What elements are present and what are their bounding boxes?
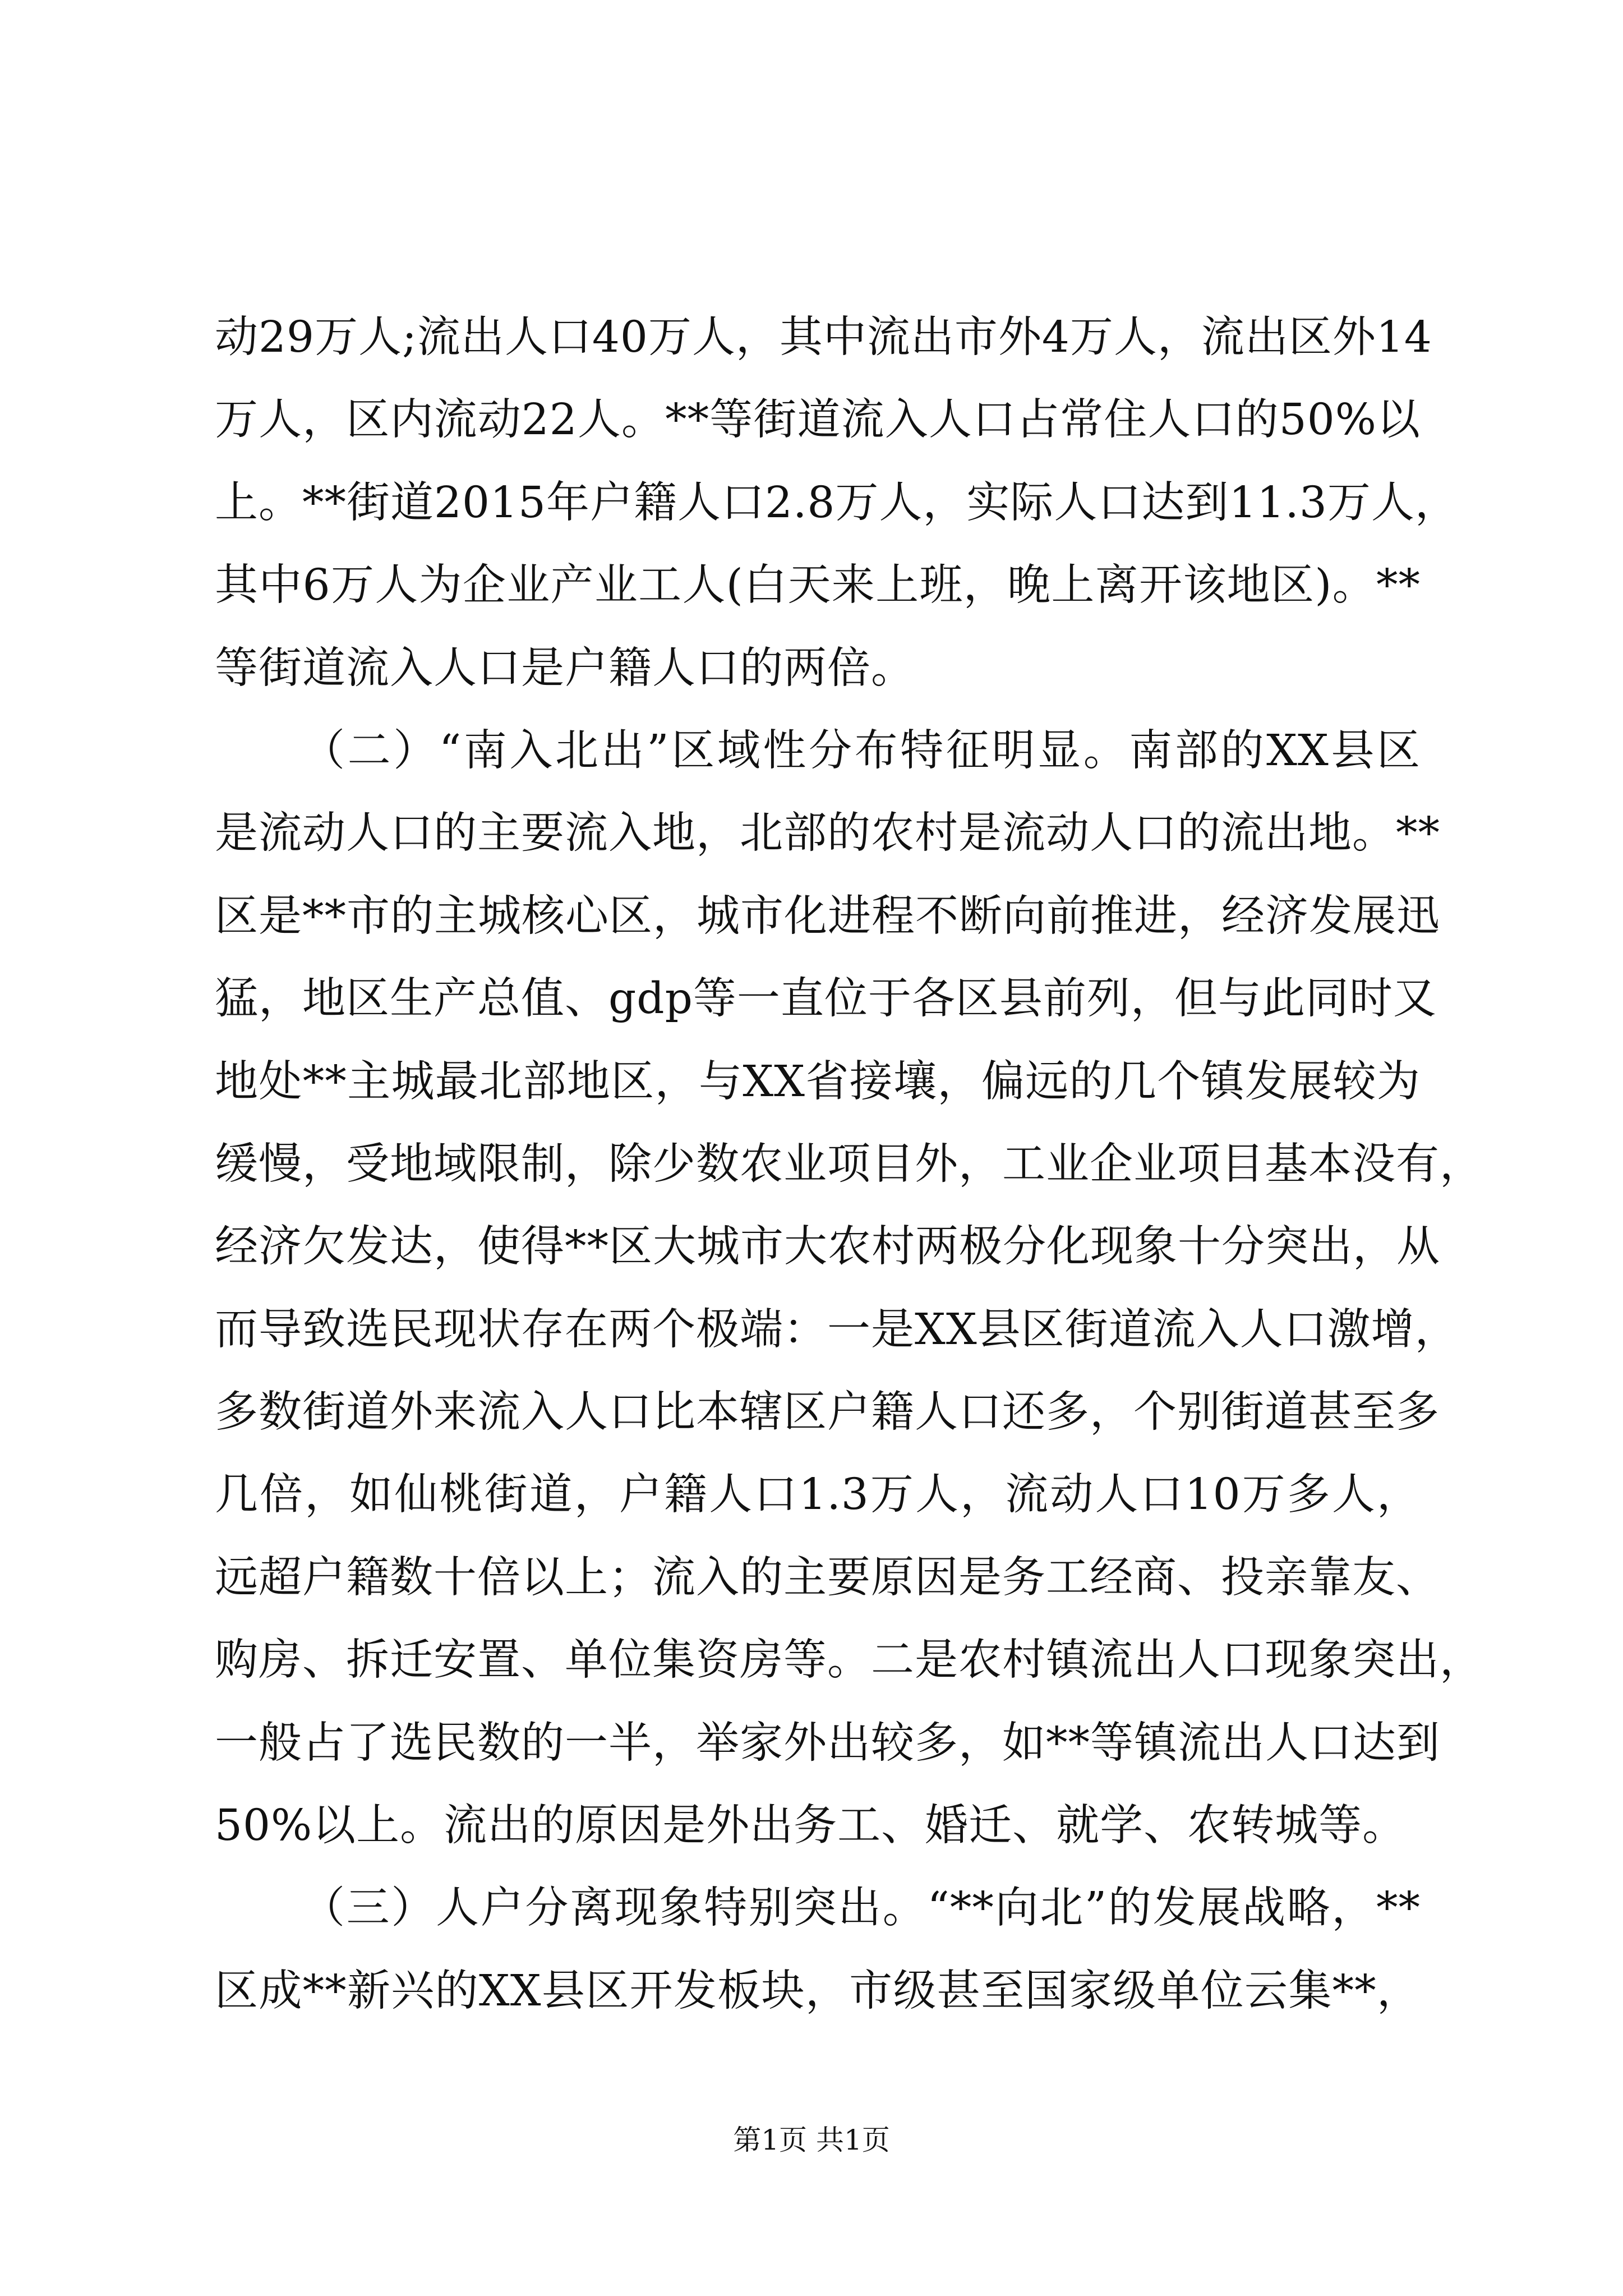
text-line: 远超户籍数十倍以上；流入的主要原因是务工经商、投亲靠友、 xyxy=(215,1552,1440,1603)
text-line: 是流动人口的主要流入地，北部的农村是流动人口的流出地。** xyxy=(215,808,1440,859)
text-line: 缓慢，受地域限制，除少数农业项目外，工业企业项目基本没有， xyxy=(215,1139,1483,1189)
text-line: 上。**街道2015年户籍人口2.8万人，实际人口达到11.3万人， xyxy=(215,477,1459,528)
section-heading-line: （二）“南入北出”区域性分布特征明显。南部的XX县区 xyxy=(302,725,1421,776)
text-line: 万人，区内流动22人。**等街道流入人口占常住人口的50%以 xyxy=(215,395,1421,445)
text-line: 多数街道外来流入人口比本辖区户籍人口还多，个别街道甚至多 xyxy=(215,1387,1440,1438)
text-line: 50%以上。流出的原因是外出务工、婚迁、就学、农转城等。 xyxy=(215,1801,1407,1851)
text-line: 等街道流入人口是户籍人口的两倍。 xyxy=(215,643,915,693)
text-line: 几倍，如仙桃街道，户籍人口1.3万人，流动人口10万多人， xyxy=(215,1470,1421,1520)
text-line: 区是**市的主城核心区，城市化进程不断向前推进，经济发展迅 xyxy=(215,891,1440,941)
text-line: 一般占了选民数的一半，举家外出较多，如**等镇流出人口达到 xyxy=(215,1718,1440,1768)
section-heading-line: （三）人户分离现象特别突出。“**向北”的发展战略，** xyxy=(302,1883,1421,1934)
text-line: 购房、拆迁安置、单位集资房等。二是农村镇流出人口现象突出， xyxy=(215,1635,1483,1686)
text-line: 经济欠发达，使得**区大城市大农村两极分化现象十分突出，从 xyxy=(215,1222,1440,1272)
text-line: 地处**主城最北部地区，与XX省接壤，偏远的几个镇发展较为 xyxy=(215,1056,1421,1107)
text-line: 区成**新兴的XX县区开发板块，市级甚至国家级单位云集**， xyxy=(215,1966,1421,2016)
text-line: 猛，地区生产总值、gdp等一直位于各区县前列，但与此同时又 xyxy=(215,974,1437,1024)
document-body xyxy=(215,296,1483,2032)
text-line: 动29万人;流出人口40万人，其中流出市外4万人，流出区外14 xyxy=(215,312,1432,362)
text-line: 而导致选民现状存在两个极端：一是XX县区街道流入人口激增， xyxy=(215,1304,1459,1355)
text-line: 其中6万人为企业产业工人(白天来上班，晚上离开该地区)。** xyxy=(215,560,1421,611)
page-footer: 第1页 共1页 xyxy=(733,2124,890,2156)
